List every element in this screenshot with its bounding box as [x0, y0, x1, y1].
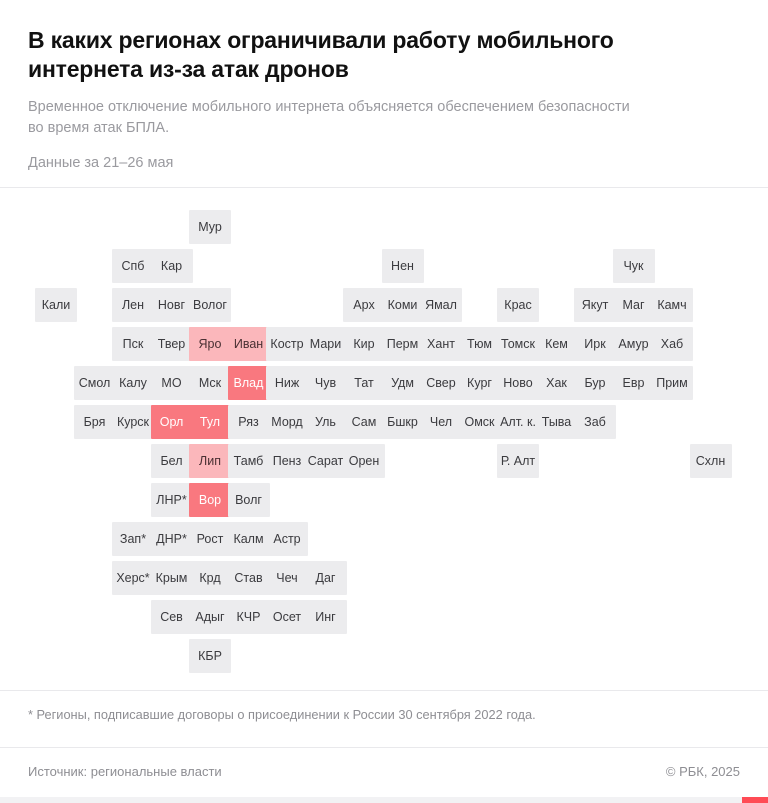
brand-accent-mark: [742, 797, 768, 803]
region-cell: Бря: [74, 405, 116, 439]
region-cell: Зап*: [112, 522, 154, 556]
region-cell: Нен: [382, 249, 424, 283]
region-cell: Мари: [305, 327, 347, 361]
bottom-bar: [0, 797, 768, 803]
region-cell: Уль: [305, 405, 347, 439]
region-cell: Хаб: [651, 327, 693, 361]
region-cell: Перм: [382, 327, 424, 361]
region-cell: Орл: [151, 405, 193, 439]
region-cell: Арх: [343, 288, 385, 322]
region-cell: Костр: [266, 327, 308, 361]
region-cell: Яро: [189, 327, 231, 361]
source-label: Источник: региональные власти: [28, 764, 222, 779]
region-cell: КЧР: [228, 600, 270, 634]
region-cell: Тюм: [459, 327, 501, 361]
region-cell: Крас: [497, 288, 539, 322]
header: [0, 0, 768, 171]
region-cell: Тыва: [536, 405, 578, 439]
data-period-label: Данные за 21–26 мая: [28, 154, 174, 171]
region-cell: Ирк: [574, 327, 616, 361]
region-cell: Рост: [189, 522, 231, 556]
region-cell: Коми: [382, 288, 424, 322]
region-cell: Ряз: [228, 405, 270, 439]
region-cell: КБР: [189, 639, 231, 673]
region-cell: Хак: [536, 366, 578, 400]
region-cell: Бел: [151, 444, 193, 478]
region-cell: Камч: [651, 288, 693, 322]
region-cell: Прим: [651, 366, 693, 400]
region-cell: Пск: [112, 327, 154, 361]
footer: [0, 747, 768, 803]
region-cell: Осет: [266, 600, 308, 634]
region-cell: Твер: [151, 327, 193, 361]
region-cell: Кем: [536, 327, 578, 361]
region-cell: Р. Алт: [497, 444, 539, 478]
region-cell: Сев: [151, 600, 193, 634]
region-cell: Бур: [574, 366, 616, 400]
region-cell: Удм: [382, 366, 424, 400]
region-cell: Свер: [420, 366, 462, 400]
region-cell: Тул: [189, 405, 231, 439]
region-cell: ДНР*: [151, 522, 193, 556]
region-cell: Орен: [343, 444, 385, 478]
region-cell: Морд: [266, 405, 308, 439]
region-cell: Смол: [74, 366, 116, 400]
region-cell: Сарат: [305, 444, 347, 478]
region-cell: Волг: [228, 483, 270, 517]
copyright-label: © РБК, 2025: [665, 764, 740, 779]
region-cell: Омск: [459, 405, 501, 439]
footnote: * Регионы, подписавшие договоры о присоединении к России 30 сентября 2022 года.: [28, 706, 536, 722]
region-cell: Курск: [112, 405, 154, 439]
region-cell: Хант: [420, 327, 462, 361]
region-cell: Даг: [305, 561, 347, 595]
region-cell: Мск: [189, 366, 231, 400]
region-cell: Калу: [112, 366, 154, 400]
region-cell: Схлн: [690, 444, 732, 478]
region-cell: Иван: [228, 327, 270, 361]
region-cell: Кар: [151, 249, 193, 283]
region-cell: Алт. к.: [497, 405, 539, 439]
region-cell: Сам: [343, 405, 385, 439]
region-cell: Ново: [497, 366, 539, 400]
region-cell: Став: [228, 561, 270, 595]
region-cell: Амур: [613, 327, 655, 361]
region-cell: Херс*: [112, 561, 154, 595]
region-cell: Крд: [189, 561, 231, 595]
region-cell: Пенз: [266, 444, 308, 478]
region-cell: Лен: [112, 288, 154, 322]
region-cell: Влад: [228, 366, 270, 400]
region-cell: Крым: [151, 561, 193, 595]
region-cell: Астр: [266, 522, 308, 556]
region-cell: Кир: [343, 327, 385, 361]
region-cell: Якут: [574, 288, 616, 322]
region-cell: Чел: [420, 405, 462, 439]
region-cell: Тат: [343, 366, 385, 400]
region-cell: ЛНР*: [151, 483, 193, 517]
region-cell: Томск: [497, 327, 539, 361]
region-cell: Инг: [305, 600, 347, 634]
region-cell: Чув: [305, 366, 347, 400]
region-cell: Тамб: [228, 444, 270, 478]
region-cell: Спб: [112, 249, 154, 283]
region-cell: Мур: [189, 210, 231, 244]
region-cell: Лип: [189, 444, 231, 478]
region-cell: Новг: [151, 288, 193, 322]
regions-grid: [0, 198, 768, 678]
region-cell: Вор: [189, 483, 231, 517]
region-cell: Заб: [574, 405, 616, 439]
region-cell: Адыг: [189, 600, 231, 634]
region-cell: Волог: [189, 288, 231, 322]
page-subtitle: Временное отключение мобильного интернета объясняется обеспечением безопасности во время атак БПЛА.: [28, 98, 630, 136]
region-cell: Бшкр: [382, 405, 424, 439]
region-cell: Ямал: [420, 288, 462, 322]
page-title: В каких регионах ограничивали работу мобильного интернета из-за атак дронов: [28, 27, 614, 83]
region-cell: Калм: [228, 522, 270, 556]
region-cell: Кали: [35, 288, 77, 322]
region-cell: Ниж: [266, 366, 308, 400]
region-cell: Чук: [613, 249, 655, 283]
region-cell: Чеч: [266, 561, 308, 595]
regions-grid-wrap: [0, 188, 768, 690]
region-cell: Маг: [613, 288, 655, 322]
region-cell: МО: [151, 366, 193, 400]
region-cell: Кург: [459, 366, 501, 400]
region-cell: Евр: [613, 366, 655, 400]
